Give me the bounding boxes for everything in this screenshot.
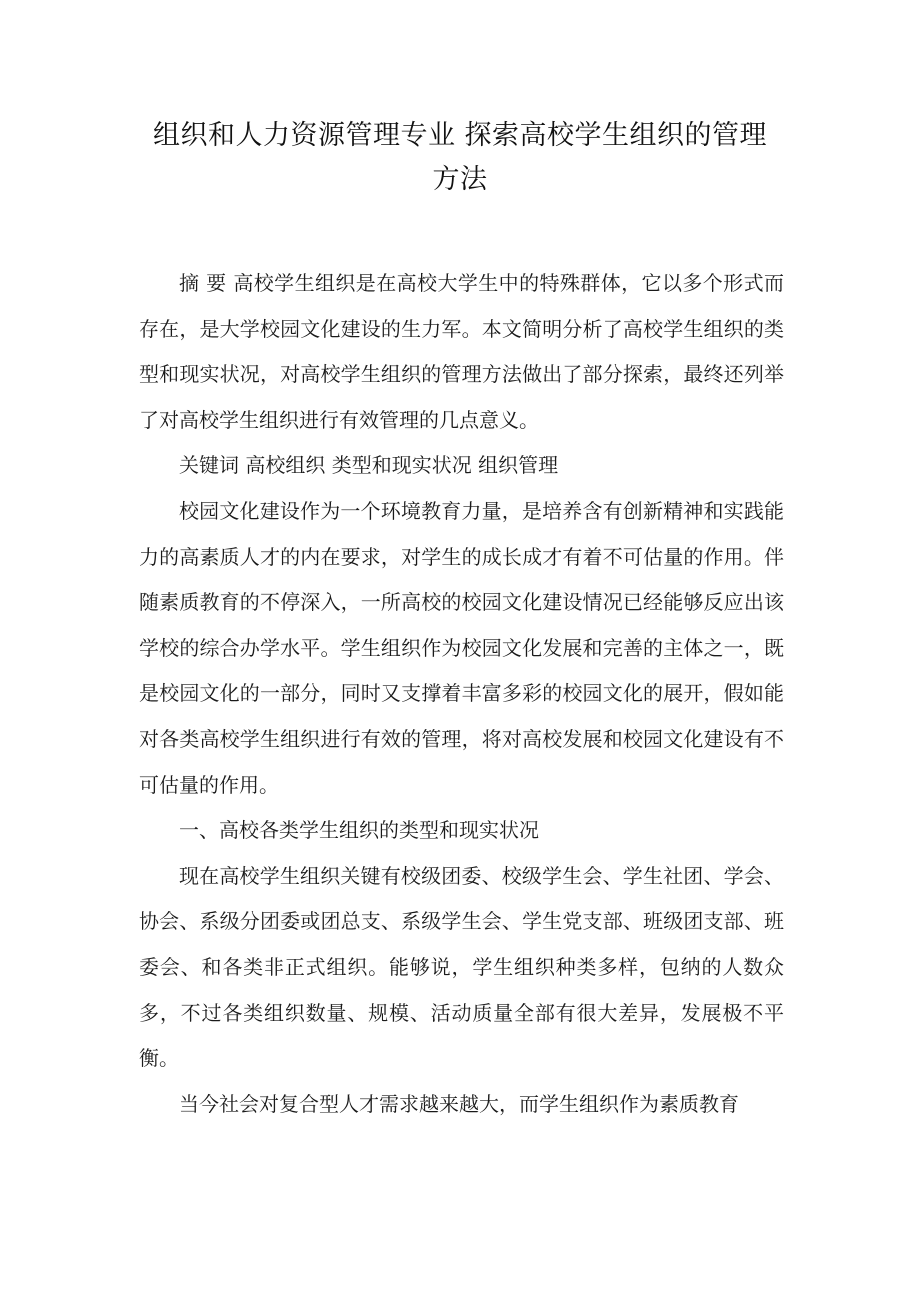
abstract-paragraph: 摘 要 高校学生组织是在高校大学生中的特殊群体，它以多个形式而存在，是大学校园文化建设的生力军。本文简明分析了高校学生组织的类型和现实状况，对高校学生组织的管理方法做出了部分探索，最终还列举了对高校学生组织进行有效管理的几点意义。 <box>139 271 784 432</box>
body-paragraph: 当今社会对复合型人才需求越来越大，而学生组织作为素质教育 <box>179 1091 739 1116</box>
keywords-paragraph: 关键词 高校组织 类型和现实状况 组织管理 <box>179 453 559 478</box>
title-line-2: 方法 <box>432 164 488 195</box>
intro-paragraph: 校园文化建设作为一个环境教育力量，是培养含有创新精神和实践能力的高素质人才的内在要求，对学生的成长成才有着不可估量的作用。伴随素质教育的不停深入，一所高校的校园文化建设情况已经能够反应出该学校的综合办学水平。学生组织作为校园文化发展和完善的主体之一，既是校园文化的一部分，同时又支撑着丰富多彩的校园文化的展开，假如能对各类高校学生组织进行有效的管理，将对高校发展和校园文化建设有不可估量的作用。 <box>139 498 784 797</box>
body-paragraph: 现在高校学生组织关键有校级团委、校级学生会、学生社团、学会、协会、系级分团委或团总支、系级学生会、学生党支部、班级团支部、班委会、和各类非正式组织。能够说，学生组织种类多样，包纳的人数众多，不过各类组织数量、规模、活动质量全部有很大差异，发展极不平衡。 <box>139 863 784 1071</box>
document-title <box>130 114 790 202</box>
title-line-1: 组织和人力资源管理专业 探索高校学生组织的管理 <box>152 120 768 151</box>
section-heading: 一、高校各类学生组织的类型和现实状况 <box>179 818 539 843</box>
document-body <box>139 261 784 1127</box>
